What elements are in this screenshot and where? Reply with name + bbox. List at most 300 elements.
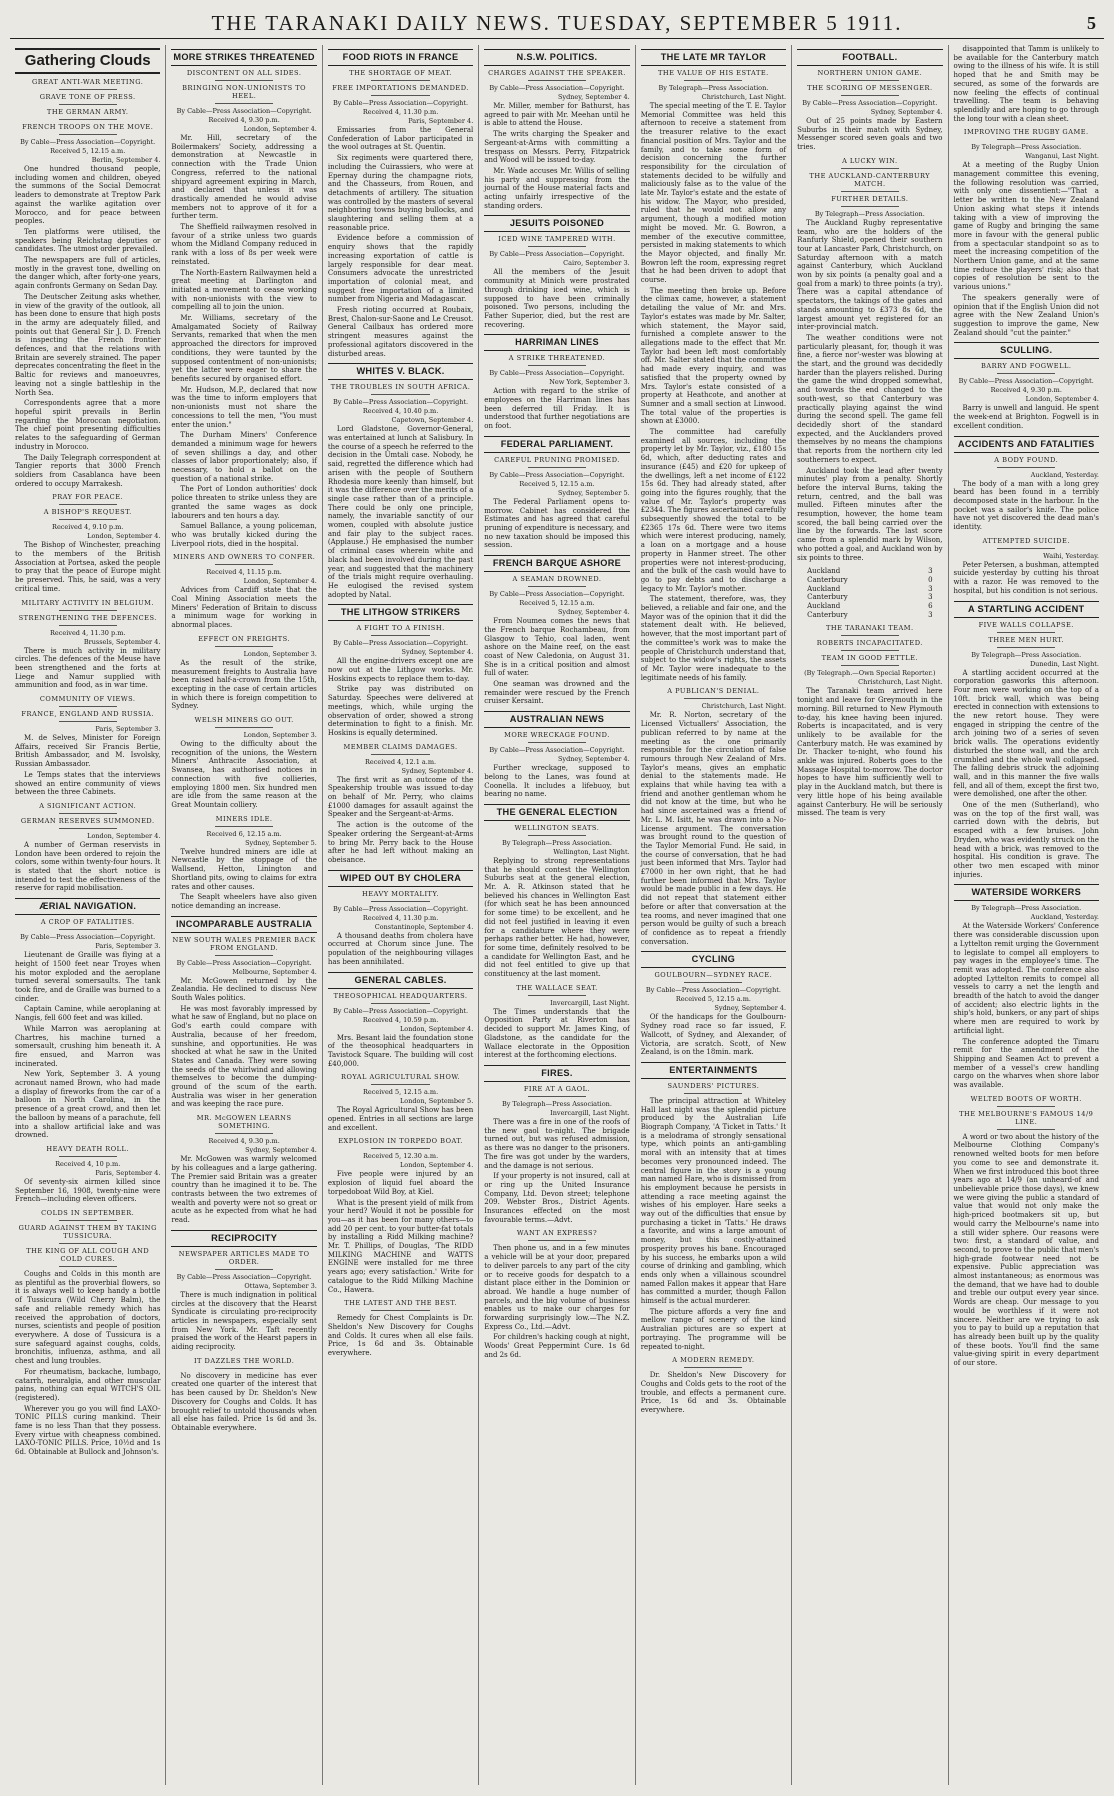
article-dateline: Received 4, 9.10 p.m.: [52, 523, 124, 532]
team-score: 0: [928, 575, 933, 584]
article-paragraph: Barry is unwell and languid. He spent the week-end at Brighton. Fogwell is in excellent condition.: [953, 404, 1099, 430]
article-paragraph: Then phone us, and in a few minutes a vehicle will be at your door, prepared to deliver parcels to any part of the city or to receive goods for despatch to a distant place either in the Dominion or abroad. We handle a huge number of parcels, and the big volume of business enables us to make our charges for forwarding surprisingly low.—The N.Z. Express Co., Ltd.—Advt.: [484, 1244, 630, 1331]
article-paragraph: The Federal Parliament opens to-morrow. Cabinet has considered the Estimates and has agreed that careful pruning of expenditure is necessary, and no new taxation should be imposed this session.: [484, 497, 630, 550]
divider-rule: [528, 586, 586, 587]
article-place-date: Wanganui, Last Night.: [1025, 152, 1099, 161]
score-row: [797, 567, 942, 576]
article-subheading: IMPROVING THE RUGBY GAME.: [963, 128, 1089, 137]
article-dateline: By Telegraph—Press Association.: [971, 650, 1082, 659]
article-place-date: Sydney, September 4.: [401, 648, 474, 657]
article-paragraph: A word or two about the history of the Melbourne Clothing Company's renowned welted boots for men before you come to see and demonstrate it. When we first introduced this boot three years ago at 14/9 (an unheard-of and unbelievable price those days), we knew we were giving the public a standard of value that would not only make the high-priced bootmakers sit up, but would carry the Melbourne's name into a still wider sphere. Our reasons were two: first, a standard of value, and second, to prove to the public that men's high-grade footwear need not be expensive. Public appreciation was almost instantaneous; as enormous was the demand, that we have had to double and treble our output every year since. Words are cheap. Our message to you would be worthless if it were not sincere. Neither are we trying to ask you to pay to build up a reputation that has already been built up by the quality of these boots. You'll find the same value-giving spirit in every department of our store.: [953, 1132, 1099, 1368]
article-subheading: ROYAL AGRICULTURAL SHOW.: [341, 1073, 461, 1082]
article-dateline: By Cable—Press Association—Copyright.: [332, 1006, 469, 1015]
divider-rule: [215, 80, 273, 81]
article-place-date: Paris, September 4.: [408, 117, 474, 125]
article: [484, 49, 629, 210]
article-subheading: THE AUCKLAND-CANTERBURY MATCH.: [809, 171, 931, 188]
article: [328, 49, 473, 358]
score-row: [797, 611, 942, 620]
article-paragraph: A number of German reservists in London have been ordered to rejoin the colors, some within twenty-four hours. It is stated that the short notice is intended to test the effectiveness of the reserve for rapid mobilisation.: [15, 840, 161, 893]
article-dateline: Received 5, 12.15 a.m.: [50, 147, 126, 155]
article-paragraph: Mr. Miller, member for Bathurst, has agreed to pair with Mr. Meehan until he is able to attend the House.: [484, 102, 630, 128]
article-subheading: A SEAMAN DROWNED.: [512, 575, 602, 584]
divider-rule: [684, 1093, 742, 1094]
article-paragraph: The action is the outcome of the Speaker ordering the Sergeant-at-Arms to bring Mr. Perry back to the House after he had left without making an obeisance.: [327, 821, 474, 864]
article-paragraph: The special meeting of the T. E. Taylor Memorial Committee was held this afternoon to receive a statement from the treasurer relative to the exact financial position of Mrs. Taylor and the family, and to take some form of decision concerning the further responsibility for the circulation of statements decided to be wilfully and maliciously false as to the value of the late Mr. Taylor's estate and the estate of his widow. The Mayor, who presided, ruled that he would not allow any argument, though a modified motion might be moved. Mr. G. Bowron, a member of the executive committee, persisted in making statements to which the Mayor objected, and finally Mr. Bowron left the room, expressing regret that he had been driven to adopt that course.: [640, 102, 787, 285]
divider-rule: [841, 95, 899, 96]
article-paragraph: The Sheffield railwaymen resolved in favour of a strike unless two guards whom the Midland Company reduced in rank with a loss of 8s per week were reinstated.: [171, 223, 317, 266]
article-subheading: BRINGING NON-UNIONISTS TO HEEL.: [182, 84, 307, 100]
article-headline: JESUITS POISONED: [484, 215, 629, 232]
divider-rule: [997, 467, 1055, 468]
divider-rule: [841, 168, 899, 169]
article-place-date: Sydney, September 4.: [557, 608, 630, 617]
article-headline: GENERAL CABLES.: [328, 972, 473, 989]
article-place-date: Sydney, September 4.: [245, 1146, 317, 1155]
article-headline: WHITES V. BLACK.: [328, 363, 473, 380]
divider-rule: [59, 610, 117, 611]
article-paragraph: Peter Petersen, a bushman, attempted suicide yesterday by cutting his throat with a razor. He was removed to the hospital, but his condition is not serious.: [953, 560, 1099, 595]
article: [484, 334, 629, 431]
article-paragraph: disappointed that Tamm is unlikely to be available for the Canterbury match owing to the illness of his wife. It is still hoped that he and Smith may be secured, as some of the forwards are now feeling the effects of continual travelling. The team is behaving splendidly and are hoping to go through the long tour with a clean sheet.: [953, 45, 1099, 123]
article-paragraph: At the Waterside Workers' Conference there was considerable discussion upon a Lyttelton remit urging the Government to legislate to compel all employers to pay wages in the employee's time. The remit was adopted. The conference also adopted Lyttelton remits to compel all vessels to carry a net the length and breadth of the hatch to avoid the danger of accident; also electric lights in the ship's hold, bunkers, or any part of ships where men are required to work by artificial light.: [953, 922, 1099, 1035]
article-dateline: Received 4, 11.30 p.m.: [362, 913, 439, 922]
article-paragraph: If your property is not insured, call at or ring up the United Insurance Company, Ltd. Devon street; telephone 209. Webster Bros., District Agents. Insurances effected on the most favourable terms.—Advt.: [484, 1172, 630, 1224]
article-subheading: FURTHER DETAILS.: [831, 194, 909, 203]
article-headline: CYCLING: [641, 951, 786, 968]
divider-rule: [371, 1148, 429, 1149]
article-dateline: Received 4, 9.30 p.m.: [208, 116, 280, 124]
article-subheading: HEAVY DEATH ROLL.: [46, 1144, 130, 1153]
article-headline: SCULLING.: [954, 342, 1099, 359]
article-subheading: NEWSPAPER ARTICLES MADE TO ORDER.: [178, 1249, 310, 1266]
article-dateline: Received 4, 9.30 p.m.: [208, 1137, 280, 1146]
divider-rule: [371, 1310, 429, 1311]
article-place-date: London, September 4.: [1025, 395, 1099, 404]
article-subheading: A LUCKY WIN.: [842, 156, 898, 165]
article-subheading: FRENCH TROOPS ON THE MOVE.: [22, 123, 154, 131]
article-place-date: Paris, September 3.: [95, 942, 161, 951]
article-subheading: BARRY AND FOGWELL.: [981, 362, 1072, 371]
article-paragraph: M. de Selves, Minister for Foreign Affairs, received Sir Francis Bertie, British Ambassador, and M. Isvolsky, Russian Ambassador.: [15, 734, 161, 769]
divider-rule: [371, 1003, 429, 1004]
divider-rule: [841, 665, 899, 666]
article-paragraph: No discovery in medicine has ever created one quarter of the interest that has been caused by Dr. Sheldon's New Discovery for Coughs and Colds. It has brought relief to untold thousands when all else has failed. Price 1s 6d and 3s. Obtainable everywhere.: [171, 1371, 317, 1432]
article-place-date: Invercargill, Last Night.: [550, 1109, 630, 1117]
article-subheading: A FIGHT TO A FINISH.: [356, 624, 445, 633]
divider-rule: [59, 1156, 117, 1157]
article-subheading: NEW SOUTH WALES PREMIER BACK FROM ENGLAND.: [172, 935, 316, 952]
article: [15, 599, 160, 691]
divider-rule: [59, 813, 117, 814]
article-subheading: A MODERN REMEDY.: [672, 1356, 755, 1365]
column-5: [635, 45, 791, 1785]
article-place-date: Sydney, September 4.: [557, 93, 630, 101]
article: [954, 342, 1099, 430]
article-paragraph: A thousand deaths from cholera have occurred at Chorum since June. The population of the neighbouring villages has been annihilated.: [327, 931, 474, 966]
article-paragraph: Of seventy-six airmen killed since September 16, 1908, twenty-nine were French—including eleven officers.: [15, 1177, 161, 1204]
article-subheading: SAUNDERS' PICTURES.: [667, 1081, 760, 1090]
article-paragraph: The conference adopted the Timaru remit for the amendment of the Shipping and Seamen Act to prevent a member of a vessel's crew handling cargo on the wharves when shore labor was available.: [953, 1037, 1099, 1090]
article-headline: ENTERTAINMENTS: [641, 1062, 786, 1079]
article-subheading: WELTED BOOTS OF WORTH.: [970, 1094, 1082, 1103]
article-place-date: Sydney, September 5.: [245, 838, 317, 847]
article-paragraph: Replying to strong representations that he should contest the Wellington Suburbs seat at the general election, Mr. A. R. Atkinson stated that he believed his chances in Wellington East (for which seat he has been announced for some time) to be excellent, and he did not feel justified in leaving it even for a candidature where they were perhaps rather better. He had, however, for some time, definitely resolved to be a candidate for Wellington East, and he did not feel entitled to give up that constituency at the last moment.: [484, 856, 630, 979]
column-6: [791, 45, 947, 1785]
article-dateline: Received 4, 10.40 p.m.: [362, 407, 439, 416]
article-paragraph: There is much indignation in political circles at the discovery that the Hearst Syndicate is circulating pro-reciprocity articles in newspapers, especially sent from New York. Mr. Taft recently praised the work of the Hearst papers in aiding reciprocity.: [171, 1290, 317, 1352]
article: [484, 1229, 629, 1359]
score-row: [797, 585, 942, 594]
article-paragraph: The Durham Miners' Conference demanded a minimum wage for hewers of seven shillings a day, and other classes of labor proportionately; also, if necessary, to hold a ballot on the question of a national strike.: [171, 431, 317, 483]
article-subheading: MORE WRECKAGE FOUND.: [504, 731, 610, 740]
article-dateline: By Cable—Press Association—Copyright.: [958, 377, 1094, 386]
article-subheading: THE TROUBLES IN SOUTH AFRICA.: [330, 383, 471, 392]
article-place-date: London, September 3.: [243, 731, 317, 740]
article: [641, 1356, 786, 1415]
article-dateline: Received 4, 11.30 p.m.: [362, 108, 439, 116]
article: [328, 1299, 473, 1358]
article-place-date: Dunedin, Last Night.: [1029, 659, 1099, 668]
article-dateline: By Cable—Press Association—Copyright.: [176, 107, 312, 115]
article: [954, 537, 1099, 596]
divider-rule: [997, 647, 1055, 648]
divider-rule: [997, 1106, 1055, 1107]
article-place-date: London, September 5.: [399, 1097, 474, 1106]
article: [328, 972, 473, 1069]
article-subheading: MEMBER CLAIMS DAMAGES.: [343, 742, 458, 751]
divider-rule: [684, 1367, 742, 1368]
article: [954, 1095, 1099, 1368]
article-dateline: Received 5, 12.15 a.m.: [362, 1088, 439, 1097]
article-subheading: ROBERTS INCAPACITATED.: [816, 639, 923, 648]
article-paragraph: Lieutenant de Graille was flying at a height of 1500 feet near Troyes when his motor exploded and the aeroplane turned several somersaults. The tank took fire, and de Graille was burned to a cinder.: [15, 951, 161, 1003]
article-dateline: By Telegraph—Press Association.: [502, 838, 612, 847]
article-subheading: FIVE WALLS COLLAPSE.: [978, 620, 1074, 629]
article-headline: THE LATE MR TAYLOR: [641, 49, 786, 66]
team-name: Canterbury: [807, 610, 848, 619]
article-headline: AUSTRALIAN NEWS: [484, 711, 629, 728]
article: [328, 870, 473, 967]
divider-rule: [841, 635, 899, 636]
article-dateline: Received 5, 12.15 a.m.: [519, 599, 595, 608]
article-paragraph: The speakers generally were of opinion that if the English Union did not agree with the New Zealand Union's suggestion to improve the game, New Zealand should "cut the painter.": [953, 293, 1099, 337]
article: [171, 49, 316, 548]
article-headline: ÆRIAL NAVIGATION.: [15, 898, 160, 915]
article-paragraph: Evidence before a commission of enquiry shows that the rapidly increasing exportation of cattle is largely responsible for dear meat. Consumers advocate the unrestricted importation of colonial meat, and suggest free importation of a limited number from Nigeria and Madagascar.: [327, 234, 474, 304]
divider-rule: [371, 95, 429, 96]
article-subheading: FREE IMPORTATIONS DEMANDED.: [332, 84, 469, 92]
article-place-date: London, September 3.: [243, 649, 317, 658]
article-paragraph: Mr. McGowen returned by the Zealandia. He declined to discuss New South Wales politics.: [171, 976, 317, 1003]
article-headline: WATERSIDE WORKERS: [954, 884, 1099, 901]
article-subheading: IT DAZZLES THE WORLD.: [193, 1356, 295, 1365]
article-subheading: WELSH MINERS GO OUT.: [194, 716, 294, 725]
article-headline: Gathering Clouds: [15, 48, 160, 74]
article-dateline: By Cable—Press Association—Copyright.: [489, 369, 625, 378]
divider-rule: [528, 246, 586, 247]
article: [797, 157, 942, 562]
article: [797, 567, 942, 619]
article-subheading: ICED WINE TAMPERED WITH.: [498, 235, 616, 244]
article-place-date: New York, September 3.: [549, 378, 630, 387]
article: [954, 884, 1099, 1089]
article-dateline: Received 4, 11.30 p.m.: [49, 628, 126, 637]
article-dateline: By Cable—Press Association—Copyright.: [20, 138, 156, 146]
article: [484, 436, 629, 550]
article-subheading: STRENGTHENING THE DEFENCES.: [18, 613, 157, 622]
team-name: Canterbury: [807, 593, 848, 602]
divider-rule: [528, 742, 586, 743]
article-paragraph: From Noumea comes the news that the French barque Rochambeau, from Glasgow to Tehio, coal laden, went ashore on the Maine reef, on the east coast of New Caledonia, on August 31. She is in a critical position and almost full of water.: [484, 617, 630, 678]
article-paragraph: The committee had carefully examined all sources, including the property let by Mr. Taylor, viz., £180 15s 6d, which, after deducting rates and insurance (£45) and £20 for upkeep of the dwellings, left a net income of £122 15s 6d. They had already stated, after going into the figures roughly, that the value of Mr. Taylor's property was £2344. The figures ascertained carefully subsequently showed the total to be £2365 17s 6d. There were two items which were interest producing, namely, a loan on a mortgage and a house property in Hanmer street. The other properties were not interest-producing, and the bulk of the cash would have to go to pay debts and to discharge a legacy to Mr. Taylor's mother.: [640, 428, 787, 593]
column-4: [478, 45, 634, 1785]
article: [328, 604, 473, 737]
article-headline: ACCIDENTS AND FATALITIES: [954, 436, 1099, 453]
divider-rule: [59, 89, 117, 90]
article-headline: N.S.W. POLITICS.: [484, 49, 629, 66]
article-paragraph: There is much activity in military circles. The defences of the Meuse have been strengthened and the forts at Liege and Namur supplied with ammunition and food, as in war time.: [15, 646, 161, 690]
score-row: [797, 593, 942, 602]
article-subheading: MINERS AND OWNERS TO CONFER.: [172, 553, 316, 562]
column-7: [948, 45, 1104, 1785]
article: [954, 45, 1099, 123]
article-paragraph: He was most favorably impressed by what he saw of England, but no place on God's earth could compare with Australia, because of her freedom, sunshine, and opportunities. He was shocked at what he saw in the United States and Canada. They were sowing the seeds of the whirlwind and allowing themselves to become the dumping-ground of the scum of the earth. Australia was wiser in her generation and was keeping the race pure.: [171, 1004, 317, 1109]
article-paragraph: The Times understands that the Opposition Party at Riverton has decided to support Mr. James King, of Gladstone, as the candidate for the Wallace electorate in the Opposition interest at the forthcoming elections.: [484, 1007, 630, 1060]
article-place-date: Christchurch, Last Night.: [701, 93, 787, 101]
article-paragraph: The principal attraction at Whiteley Hall last night was the splendid picture produced by the Australian Life Biograph Company, 'A Ticket in Tatts.' It is a melodrama of strongly sensational type, which points an anti-gambling moral with an intensity that at times becomes very pronounced indeed. The central figure in the story is a young man named Hare, who is dismissed from his employment because he persists in attending a race meeting against the wishes of his employer. Hare seeks a way out of the difficulties that ensue by purchasing a ticket in 'Tatts.' He draws a favorite, and wins a large amount of money, but this costly-attained prosperity proves his bane. Encouraged by his success, he embarks upon a wild course of drinking and gambling, which ends only when a villainous scoundrel named Fallon makes it appear that Hare has committed a murder, though Fallon himself is the actual murderer.: [640, 1096, 787, 1306]
divider-rule: [59, 625, 117, 626]
article-paragraph: Ten platforms were utilised, the speakers being Reichstag deputies or candidates. The utmost order prevailed.: [15, 227, 161, 254]
article-headline: THE LITHGOW STRIKERS: [328, 604, 473, 621]
divider-rule: [59, 1266, 117, 1267]
article-paragraph: For rheumatism, backache, lumbago, catarrh, neuralgia, and other muscular pains, nothing can equal WITCH'S OIL (registered).: [15, 1367, 161, 1402]
article-paragraph: As the result of the strike, measurement freights to Australia have been raised half-a-crown from the 15th, excepting in the case of certain articles in which there is foreign competition to Sydney.: [171, 658, 317, 711]
article: [171, 815, 316, 911]
article: [954, 436, 1099, 532]
article-paragraph: The writs charging the Speaker and Sergeant-at-Arms with committing a trespass on Messrs. Perry, Fitzpatrick and Wood will be issued to-day.: [484, 130, 630, 165]
article-dateline: Received 4, 9.30 p.m.: [990, 386, 1062, 395]
article-paragraph: The Royal Agricultural Show has been opened. Entries in all sections are large and excellent.: [327, 1106, 474, 1132]
divider-rule: [997, 1129, 1055, 1130]
article-paragraph: The body of a man with a long grey beard has been found in a terribly decomposed state in the harbour. In the pocket was a sailor's knife. The police have not yet discovered the dead man's identity.: [953, 479, 1099, 532]
article-place-date: Cairo, September 3.: [563, 259, 630, 268]
article-subheading: WANT AN EXPRESS?: [516, 1229, 598, 1238]
article-dateline: By Telegraph—Press Association.: [502, 1100, 612, 1108]
article-dateline: By Cable—Press Association—Copyright.: [489, 84, 625, 92]
article-subheading: MINERS IDLE.: [215, 814, 273, 823]
article-place-date: Wellington, Last Night.: [553, 847, 630, 856]
article-place-date: Melbourne, September 4.: [232, 967, 317, 976]
article-subheading: A BODY FOUND.: [994, 455, 1059, 464]
article-place-date: London, September 4.: [243, 577, 317, 586]
article-headline: FEDERAL PARLIAMENT.: [484, 436, 629, 453]
article-dateline: By Cable—Press Association—Copyright.: [332, 904, 469, 913]
article: [484, 711, 629, 799]
article-headline: FIRES.: [484, 1065, 629, 1082]
team-name: Auckland: [807, 602, 841, 611]
article-subheading: EFFECT ON FREIGHTS.: [198, 634, 291, 643]
article-subheading: A BISHOP'S REQUEST.: [43, 508, 132, 517]
article: [171, 553, 316, 630]
article: [641, 49, 786, 682]
article-headline: RECIPROCITY: [171, 1230, 316, 1247]
divider-rule: [59, 504, 117, 505]
article-subheading: WELLINGTON SEATS.: [514, 823, 600, 832]
article: [641, 687, 786, 946]
article-subheading: THE TARANAKI TEAM.: [826, 624, 914, 633]
article: [171, 916, 316, 1110]
article-place-date: Auckland, Yesterday.: [1030, 913, 1099, 922]
article-place-date: Paris, September 4.: [95, 1168, 161, 1177]
article-paragraph: Twelve hundred miners are idle at Newcastle by the stoppage of the Wallsend, Hetton, Linington and Shortland pits, owing to claims for extra rates and other causes.: [171, 847, 317, 891]
team-name: Auckland: [807, 584, 841, 593]
article-subheading: GOULBOURN—SYDNEY RACE.: [654, 971, 773, 980]
article-dateline: By Cable—Press Association—Copyright.: [176, 1272, 312, 1281]
divider-rule: [841, 191, 899, 192]
article-subheading: THREE MEN HURT.: [988, 635, 1064, 644]
article-paragraph: The Seaplt wheelers have also given notice demanding an increase.: [171, 893, 317, 910]
article: [797, 49, 942, 152]
divider-rule: [215, 1269, 273, 1270]
article-paragraph: Coughs and Colds in this month are as plentiful as the proverbial flowers, so it is always well to keep handy a bottle of Tussicura (Wild Cherry Balm), the safe and reliable remedy which has received the approbation of doctors, nurses, scientists and people of position everywhere. A dose of Tussicura is a sure safeguard against coughs, colds, bronchitis, influenza, asthma, and all chest and lung troubles.: [15, 1270, 161, 1366]
article-dateline: By Cable—Press Association—Copyright.: [332, 99, 469, 107]
article-paragraph: One hundred thousand people, including women and children, obeyed the summons of the Social Democrat leaders to demonstrate at Treptow Park against the warlike agitation over Morocco, and for peace between peoples.: [15, 165, 161, 226]
article-paragraph: Six regiments were quartered there, including the Cuirassiers, who were at Epernay during the champagne riots, and the Chasseurs, from Rouen, and detachments of artillery. The situation was controlled by the masters of several neighboring towns buying bullocks, and slaughtering and selling them at a reasonable price.: [327, 154, 474, 232]
divider-rule: [528, 365, 586, 366]
article-subheading: HEAVY MORTALITY.: [362, 889, 440, 898]
article-paragraph: Owing to the difficulty about the recognition of the unions, the Western Miners' Anthracite Association, at Swansea, has authorised notices in connection with five collieries, employing 1800 men. Six hundred men are idle from the same reason at the Great Mountain colliery.: [171, 740, 317, 809]
article-subheading: GERMAN RESERVES SUMMONED.: [20, 816, 155, 825]
article: [15, 48, 160, 488]
article: [484, 215, 629, 329]
article: [171, 635, 316, 711]
article-dateline: Received 5, 12.30 a.m.: [362, 1152, 439, 1161]
article-paragraph: Lord Gladstone, Governor-General, was entertained at lunch at Salisbury. In the course of a speech he referred to the decision in the Umtali case. Nobody, he said, regretted the difference which had arisen with the people of Southern Rhodesia more keenly than himself, but it was the difference over the merits of a single case rather than of a principle. There could be only one principle, namely, the invariable sanctity of our women, coupled with absolute justice and fair play to the subject races. (Applause.) He emphasised the number of criminal cases wherein white and black had been involved during the past year, and suggested that the machinery of the trials might require overhauling. He eulogised the revised system adopted by Natal.: [327, 425, 474, 599]
divider-rule: [371, 394, 429, 395]
article-place-date: London, September 4.: [87, 532, 161, 541]
article: [328, 743, 473, 865]
divider-rule: [997, 373, 1055, 374]
article-subheading: THE MELBOURNE'S FAMOUS 14/9 LINE.: [959, 1109, 1094, 1126]
article: [171, 1114, 316, 1225]
masthead-title: THE TARANAKI DAILY NEWS. TUESDAY, SEPTEMBER 5 1911.: [211, 11, 903, 35]
team-score: 3: [928, 610, 933, 619]
article-paragraph: The Daily Telegraph correspondent at Tangier reports that 3000 French soldiers from Casablanca have been ordered to occupy Marrakesh.: [15, 453, 161, 488]
article-dateline: By Cable—Press Association—Copyright.: [802, 99, 938, 107]
article-subheading: FRANCE, ENGLAND AND RUSSIA.: [21, 710, 154, 719]
divider-rule: [371, 901, 429, 902]
article-place-date: London, September 4.: [399, 1024, 474, 1033]
article-place-date: London, September 4.: [87, 831, 161, 840]
article-headline: INCOMPARABLE AUSTRALIA: [171, 916, 316, 933]
article-dateline: By Cable—Press Association—Copyright.: [645, 986, 781, 995]
divider-rule: [371, 80, 429, 81]
article-paragraph: Emissaries from the General Confederation of Labor participated in the wool outrages at St. Quentin.: [327, 126, 474, 152]
article-dateline: Received 4, 11.15 p.m.: [206, 568, 282, 577]
article-place-date: London, September 4.: [243, 125, 317, 133]
divider-rule: [59, 119, 117, 120]
article-subheading: FIRE AT A GAOL.: [523, 1085, 591, 1093]
article-paragraph: Auckland took the lead after twenty minutes' play from a penalty. Shortly before the interval Burns, taking the return, centred, and the ball was mulled. Fifteen minutes after the resumption, however, the home team scored, the ball being carried over the line by the forwards. The last score came from a splendid mark by Wilson, who potted a goal, and Auckland won by six points to three.: [797, 466, 943, 562]
article-dateline: Received 4, 12.1 a.m.: [365, 757, 437, 766]
article-place-date: Berlin, September 4.: [91, 156, 161, 164]
article-subheading: A STRIKE THREATENED.: [508, 354, 606, 363]
article-subheading: COMMUNITY OF VIEWS.: [39, 695, 136, 704]
column-2: [165, 45, 321, 1785]
article-place-date: Sydney, September 5.: [557, 488, 630, 497]
divider-rule: [215, 826, 273, 827]
article-paragraph: All the members of the Jesuit community at Minich were prostrated through drinking iced wine, which is supposed to have been criminally poisoned. Two persons, including the Father Superior, died, but the rest are recovering.: [484, 268, 630, 329]
article-paragraph: Correspondents agree that a more hopeful spirit prevails in Berlin regarding the Moroccan negotiation. The chief point presenting difficulties relates to the safeguarding of German industry in Morocco.: [15, 399, 161, 451]
article-headline: FRENCH BARQUE ASHORE: [484, 555, 629, 572]
divider-rule: [528, 835, 586, 836]
article-dateline: By Cable—Press Association—Copyright.: [489, 470, 625, 479]
article-place-date: Sydney, September 4.: [870, 108, 943, 116]
article-headline: MORE STRIKES THREATENED: [171, 49, 316, 66]
article: [15, 898, 160, 1140]
article-dateline: By Cable—Press Association—Copyright.: [489, 746, 625, 755]
article-dateline: (By Telegraph.—Own Special Reporter.): [804, 669, 936, 678]
divider-rule: [371, 1084, 429, 1085]
column-1: [10, 45, 165, 1785]
article-subheading: THE WALLACE SEAT.: [516, 983, 598, 992]
article-paragraph: Dr. Sheldon's New Discovery for Coughs and Colds gets to the root of the trouble, and effects a permanent cure. Price, 1s 6d and 3s. Obtainable everywhere.: [640, 1371, 787, 1415]
article: [328, 1073, 473, 1132]
article-paragraph: At a meeting of the Rugby Union management committee this evening, the following resolution was carried, with only one dissentient:—"That a letter be written to the New Zealand Union asking what steps it intends taking with a view of improving the game of Rugby and bringing the same more in favour with the general public from a spectacular standpoint so as to meet the increasing competition of the Northern Union game, and at the same time reduce the players' risk; also that copies of resolution be sent to the various unions.": [953, 161, 1099, 292]
article-paragraph: The Deutscher Zeitung asks whether, in view of the gravity of the outlook, all has been done to ensure that high posts in the army are adequately filled, and points out that General Sir J. D. French is inspecting the French frontier defences, and that the relations with Britain are severely strained. The paper deprecates concentrating the fleet in the Baltic for reviews and manoeuvres, leaving not a single battleship in the North Sea.: [15, 292, 161, 397]
article-dateline: Received 5, 12.15 a.m.: [675, 995, 751, 1004]
article-dateline: By Cable—Press Association—Copyright.: [20, 933, 156, 942]
team-name: Auckland: [807, 567, 841, 576]
article-paragraph: There was a fire in one of the roofs of the new gaol to-night. The brigade turned out, but was refused admission, as there was no danger to the prisoners. The fire was got under by the warders, and the damage is not serious.: [484, 1118, 630, 1170]
team-score: 3: [928, 567, 933, 576]
divider-rule: [215, 103, 273, 104]
article-paragraph: Advices from Cardiff state that the Coal Mining Association meets the Miners' Federation of Britain to discuss a minimum wage for working in abnormal places.: [171, 586, 317, 630]
divider-rule: [59, 828, 117, 829]
divider-rule: [684, 80, 742, 81]
article-subheading: THEOSOPHICAL HEADQUARTERS.: [333, 991, 468, 1000]
divider-rule: [841, 650, 899, 651]
article-headline: A STARTLING ACCIDENT: [954, 601, 1099, 618]
divider-rule: [215, 564, 273, 565]
article-paragraph: Further wreckage, supposed to belong to the Lanes, was found at Coonella. It includes a lifebuoy, but bearing no name.: [484, 764, 630, 799]
article-dateline: Received 5, 12.15 a.m.: [519, 479, 595, 488]
article: [15, 1145, 160, 1204]
article: [328, 1137, 473, 1294]
article-dateline: By Telegraph—Press Association.: [814, 209, 925, 218]
article-paragraph: For children's hacking cough at night, Woods' Great Peppermint Cure. 1s 6d and 2s 6d.: [484, 1333, 630, 1359]
article-subheading: PRAY FOR PEACE.: [52, 493, 124, 502]
article-paragraph: Mrs. Besant laid the foundation stone of the theosophical headquarters in Tavistock Square. The building will cost £40,000.: [327, 1033, 474, 1068]
article: [484, 804, 629, 979]
article-subheading: CAREFUL PRUNING PROMISED.: [494, 455, 620, 464]
divider-rule: [215, 646, 273, 647]
article-paragraph: Mr. Williams, secretary of the Amalgamated Society of Railway Servants, remarked that when the men approached the directors for improved conditions, they were taunted by the supposed contentment of non-unionists; yet the latter were eager to share the benefits secured by organised effort.: [171, 314, 317, 383]
team-name: Canterbury: [807, 575, 848, 584]
article-subheading: MILITARY ACTIVITY IN BELGIUM.: [21, 598, 155, 607]
article-headline: THE GENERAL ELECTION: [484, 804, 629, 821]
article-subheading: CHARGES AGAINST THE SPEAKER.: [488, 69, 626, 77]
divider-rule: [59, 721, 117, 722]
divider-rule: [528, 80, 586, 81]
divider-rule: [59, 1243, 117, 1244]
article-headline: WIPED OUT BY CHOLERA: [328, 870, 473, 887]
article-dateline: Received 4, 10.59 p.m.: [362, 1015, 439, 1024]
article-paragraph: Out of 25 points made by Eastern Suburbs in their match with Sydney, Messenger scored seven goals and two tries.: [797, 117, 943, 152]
article-subheading: THE SCORING OF MESSENGER.: [807, 84, 933, 92]
article-paragraph: The Taranaki team arrived here tonight and leave for Greymouth in the morning. Bill returned to New Plymouth to-day, his knee having been injured. Roberts is incapacitated, and is very unlikely to be available for the Canterbury match. He was examined by Dr. Thacker to-night, who found his ankle was injured. Roberts goes to the Massage Hospital to-morrow. The doctor hopes to have him sufficiently well to play in the Auckland match, but there is very little hope of his being available against Canterbury. He will be seriously missed. The team is very: [797, 687, 943, 818]
